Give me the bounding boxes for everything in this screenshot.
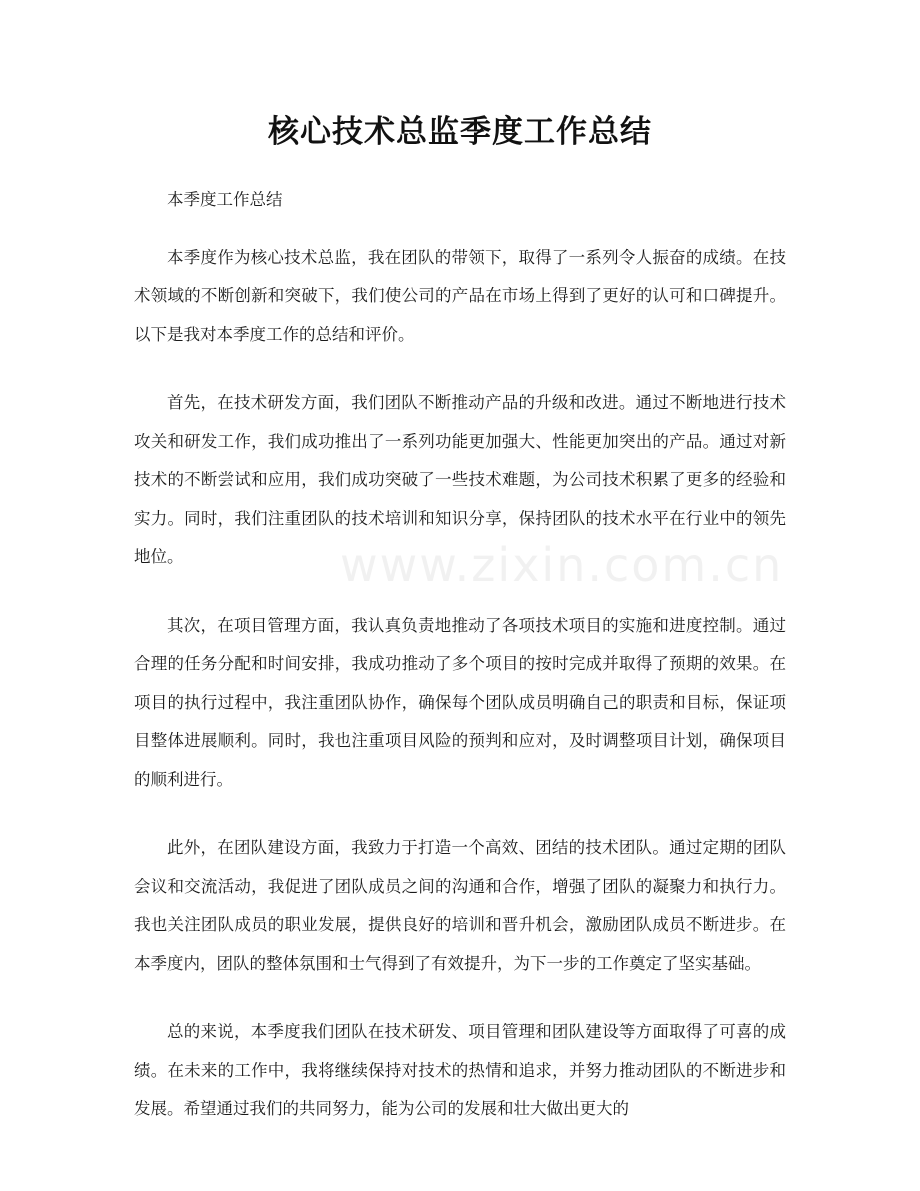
document-body <box>134 181 786 1159</box>
paragraph-conclusion: 总的来说，本季度我们团队在技术研发、项目管理和团队建设等方面取得了可喜的成绩。在未来的工作中，我将继续保持对技术的热情和追求，并努力推动团队的不断进步和发展。希望通过我们的共同努力，能为公司的发展和壮大做出更大的 <box>134 1022 786 1118</box>
section-heading: 本季度工作总结 <box>167 190 283 209</box>
paragraph-tech-rd: 首先，在技术研发方面，我们团队不断推动产品的升级和改进。通过不断地进行技术攻关和研发工作，我们成功推出了一系列功能更加强大、性能更加突出的产品。通过对新技术的不断尝试和应用，我们成功突破了一些技术难题，为公司技术积累了更多的经验和实力。同时，我们注重团队的技术培训和知识分享，保持团队的技术水平在行业中的领先地位。 <box>134 393 786 566</box>
watermark: www.zixin.com.cn <box>340 538 784 592</box>
paragraph-intro: 本季度作为核心技术总监，我在团队的带领下，取得了一系列令人振奋的成绩。在技术领域的不断创新和突破下，我们使公司的产品在市场上得到了更好的认可和口碑提升。以下是我对本季度工作的总结和评价。 <box>134 247 786 344</box>
document-title: 核心技术总监季度工作总结 <box>268 114 652 150</box>
paragraph-project-management: 其次，在项目管理方面，我认真负责地推动了各项技术项目的实施和进度控制。通过合理的任务分配和时间安排，我成功推动了多个项目的按时完成并取得了预期的效果。在项目的执行过程中，我注重团队协作，确保每个团队成员明确自己的职责和目标，保证项目整体进展顺利。同时，我也注重项目风险的预判和应对，及时调整项目计划，确保项目的顺利进行。 <box>134 615 786 789</box>
paragraph-team-building: 此外，在团队建设方面，我致力于打造一个高效、团结的技术团队。通过定期的团队会议和交流活动，我促进了团队成员之间的沟通和合作，增强了团队的凝聚力和执行力。我也关注团队成员的职业发展，提供良好的培训和晋升机会，激励团队成员不断进步。在本季度内，团队的整体氛围和士气得到了有效提升，为下一步的工作奠定了坚实基础。 <box>134 838 786 973</box>
